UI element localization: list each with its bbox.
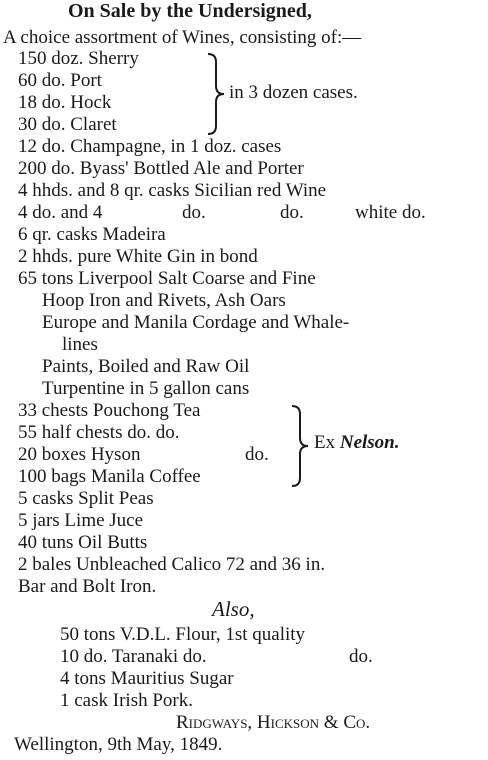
also-item: 50 tons V.D.L. Flour, 1st quality — [60, 624, 306, 645]
intro-line: A choice assortment of Wines, consisting of:— — [3, 27, 362, 48]
signature: Ridgways, Hickson & Co. — [176, 712, 371, 733]
indented-item: Hoop Iron and Rivets, Ash Oars — [42, 290, 286, 311]
white-wine-ditto: do. — [182, 202, 206, 223]
indented-item: Turpentine in 5 gallon cans — [42, 378, 250, 399]
white-wine-qty: 4 do. and 4 — [18, 202, 103, 223]
indented-item-continuation: lines — [62, 334, 98, 355]
list-item: 5 casks Split Peas — [18, 488, 154, 509]
wine-item: 150 doz. Sherry — [18, 48, 139, 69]
also-item: 4 tons Mauritius Sugar — [60, 668, 234, 689]
list-item: 5 jars Lime Juce — [18, 510, 144, 531]
list-item: 6 qr. casks Madeira — [18, 224, 166, 245]
also-heading: Also, — [212, 597, 255, 621]
indented-item: Paints, Boiled and Raw Oil — [42, 356, 250, 377]
right-brace-icon — [288, 404, 312, 488]
tea-item: 33 chests Pouchong Tea — [18, 400, 201, 421]
also-item: 10 do. Taranaki do. — [60, 646, 207, 667]
list-item: 40 tuns Oil Butts — [18, 532, 148, 553]
ship-name: Nelson. — [339, 432, 400, 453]
list-item: 2 hhds. pure White Gin in bond — [18, 246, 258, 267]
tea-item: 20 boxes Hyson — [18, 444, 141, 465]
wine-item: 30 do. Claret — [18, 114, 117, 135]
wine-group-note: in 3 dozen cases. — [229, 82, 358, 103]
tea-group-note — [314, 432, 400, 454]
list-item-white-wine — [18, 202, 468, 224]
tea-item: 100 bags Manila Coffee — [18, 466, 201, 487]
list-item: Bar and Bolt Iron. — [18, 576, 157, 597]
list-item: 65 tons Liverpool Salt Coarse and Fine — [18, 268, 316, 289]
white-wine-ditto: do. — [280, 202, 304, 223]
list-item: 200 do. Byass' Bottled Ale and Porter — [18, 158, 304, 179]
wine-item: 18 do. Hock — [18, 92, 112, 113]
wine-item: 60 do. Port — [18, 70, 102, 91]
tea-item: 55 half chests do. do. — [18, 422, 180, 443]
list-item: 4 hhds. and 8 qr. casks Sicilian red Wine — [18, 180, 327, 201]
list-item: 2 bales Unbleached Calico 72 and 36 in. — [18, 554, 326, 575]
also-item: 1 cask Irish Pork. — [60, 690, 193, 711]
heading: On Sale by the Undersigned, — [68, 0, 312, 22]
list-item: 12 do. Champagne, in 1 doz. cases — [18, 136, 282, 157]
tea-item-ditto: do. — [245, 444, 269, 465]
right-brace-icon — [204, 52, 228, 136]
tea-note-prefix: Ex — [314, 432, 336, 453]
dateline: Wellington, 9th May, 1849. — [14, 734, 223, 755]
white-wine-desc: white do. — [355, 202, 426, 223]
also-item-ditto: do. — [349, 646, 373, 667]
indented-item: Europe and Manila Cordage and Whale- — [42, 312, 350, 333]
